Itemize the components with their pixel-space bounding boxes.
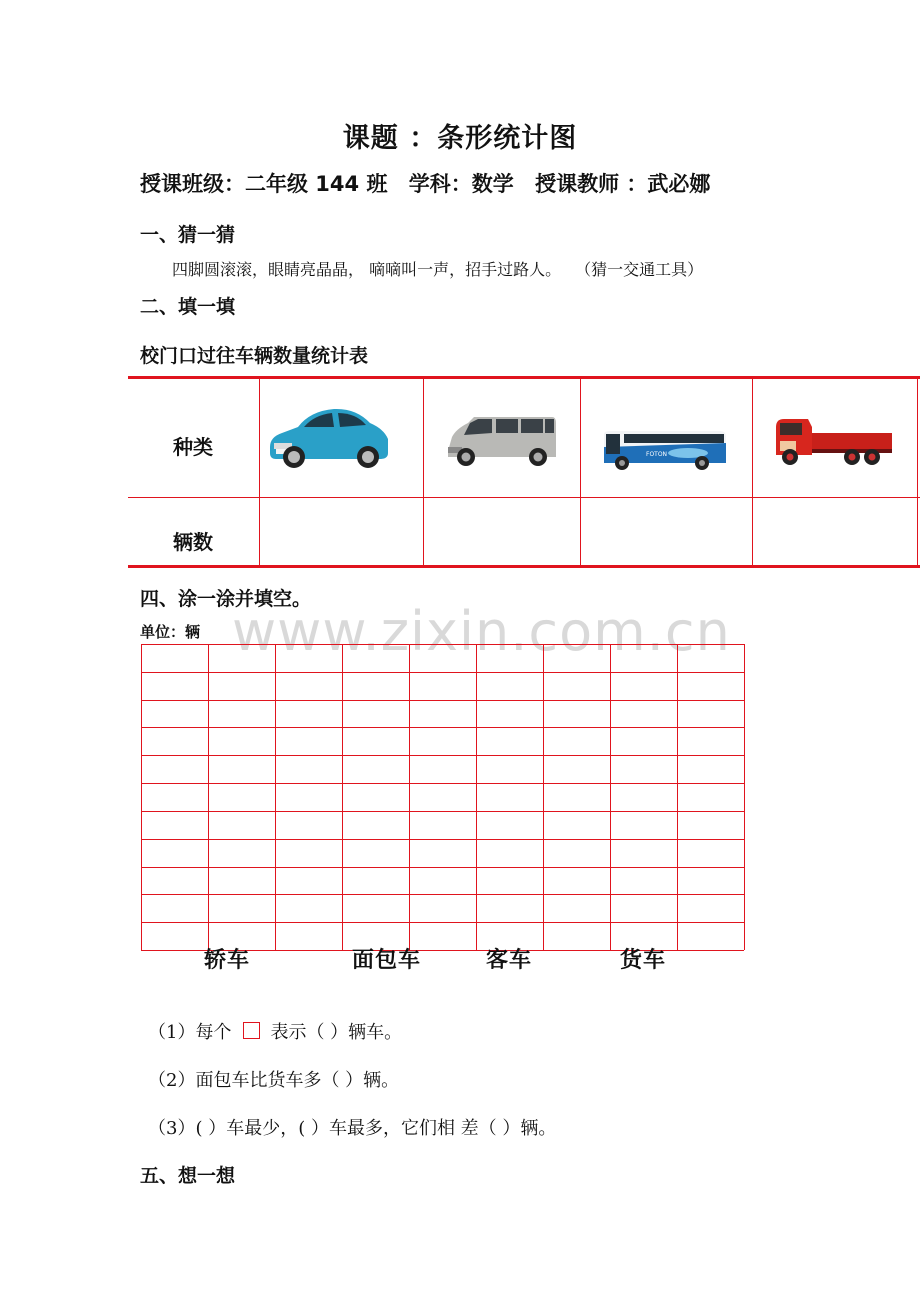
question-3: （3）( ）车最少，( ）车最多，它们相 差（ ）辆。: [148, 1118, 557, 1139]
lesson-info: [140, 168, 724, 198]
count-cell-van[interactable]: [427, 501, 576, 565]
row-label-kind: 种类: [173, 435, 213, 459]
grid-column-line: [476, 644, 477, 950]
section-guess-heading: 一、猜一猜: [140, 224, 236, 246]
grid-row-line: [141, 700, 744, 701]
grid-column-line: [677, 644, 678, 950]
table-divider: [580, 379, 581, 565]
grid-row-line: [141, 755, 744, 756]
grid-row-line: [141, 867, 744, 868]
grid-row-line: [141, 783, 744, 784]
table-divider: [423, 379, 424, 565]
count-cell-bus[interactable]: [584, 501, 748, 565]
grid-row-line: [141, 811, 744, 812]
question-1-prefix: （1）每个: [148, 1022, 232, 1043]
grid-column-line: [342, 644, 343, 950]
unit-label: 单位：辆: [140, 623, 201, 641]
riddle-text: [172, 257, 703, 280]
grid-row-line: [141, 894, 744, 895]
grid-row-line: [141, 644, 744, 645]
table-title: 校门口过往车辆数量统计表: [140, 345, 369, 367]
grid-column-line: [543, 644, 544, 950]
subject-info: 学科：数学: [408, 172, 514, 196]
grid-column-line: [208, 644, 209, 950]
grid-row-line: [141, 672, 744, 673]
section-fill-heading: 二、填一填: [140, 296, 236, 318]
table-divider: [259, 379, 260, 565]
grid-column-line: [610, 644, 611, 950]
truck-image: [772, 413, 894, 469]
grid-row-line: [141, 922, 744, 923]
vehicle-stats-table: [128, 376, 920, 568]
grid-row-line: [141, 727, 744, 728]
x-label-bus: 客车: [486, 948, 533, 973]
bus-image: [602, 425, 728, 473]
section-color-heading: 四、涂一涂并填空。: [140, 588, 312, 610]
table-row-divider: [128, 497, 920, 498]
square-icon: [243, 1022, 260, 1039]
van-image: [444, 411, 560, 471]
table-divider: [917, 379, 918, 565]
count-cell-truck[interactable]: [756, 501, 913, 565]
class-info: 授课班级：二年级 144 班: [140, 172, 388, 196]
row-label-count: 辆数: [173, 530, 213, 554]
grid-column-line: [409, 644, 410, 950]
section-think-heading: 五、想一想: [140, 1165, 236, 1187]
teacher-info: 授课教师 ：武必娜: [535, 172, 711, 196]
riddle-hint: （猜一交通工具）: [583, 260, 704, 279]
grid-column-line: [141, 644, 142, 950]
x-label-van: 面包车: [352, 948, 422, 973]
riddle-body: 四脚圆滚滚，眼睛亮晶晶， 嘀嘀叫一声，招手过路人。: [172, 260, 562, 279]
x-label-truck: 货车: [620, 948, 667, 973]
car-image: [264, 403, 392, 473]
count-cell-car[interactable]: [263, 501, 419, 565]
question-1-suffix: 表示（ ）辆车。: [270, 1022, 403, 1043]
bar-chart-grid[interactable]: [141, 644, 744, 950]
watermark: www.zixin.com.cn: [232, 600, 731, 663]
grid-column-line: [275, 644, 276, 950]
grid-row-line: [141, 839, 744, 840]
bus-brand-label: FOTON: [646, 451, 668, 458]
x-label-car: 轿车: [204, 948, 251, 973]
grid-column-line: [744, 644, 745, 950]
question-2: （2）面包车比货车多（ ）辆。: [148, 1070, 400, 1091]
table-divider: [752, 379, 753, 565]
question-1: [148, 1018, 402, 1044]
page-title: 课题 ：条形统计图: [342, 123, 578, 154]
